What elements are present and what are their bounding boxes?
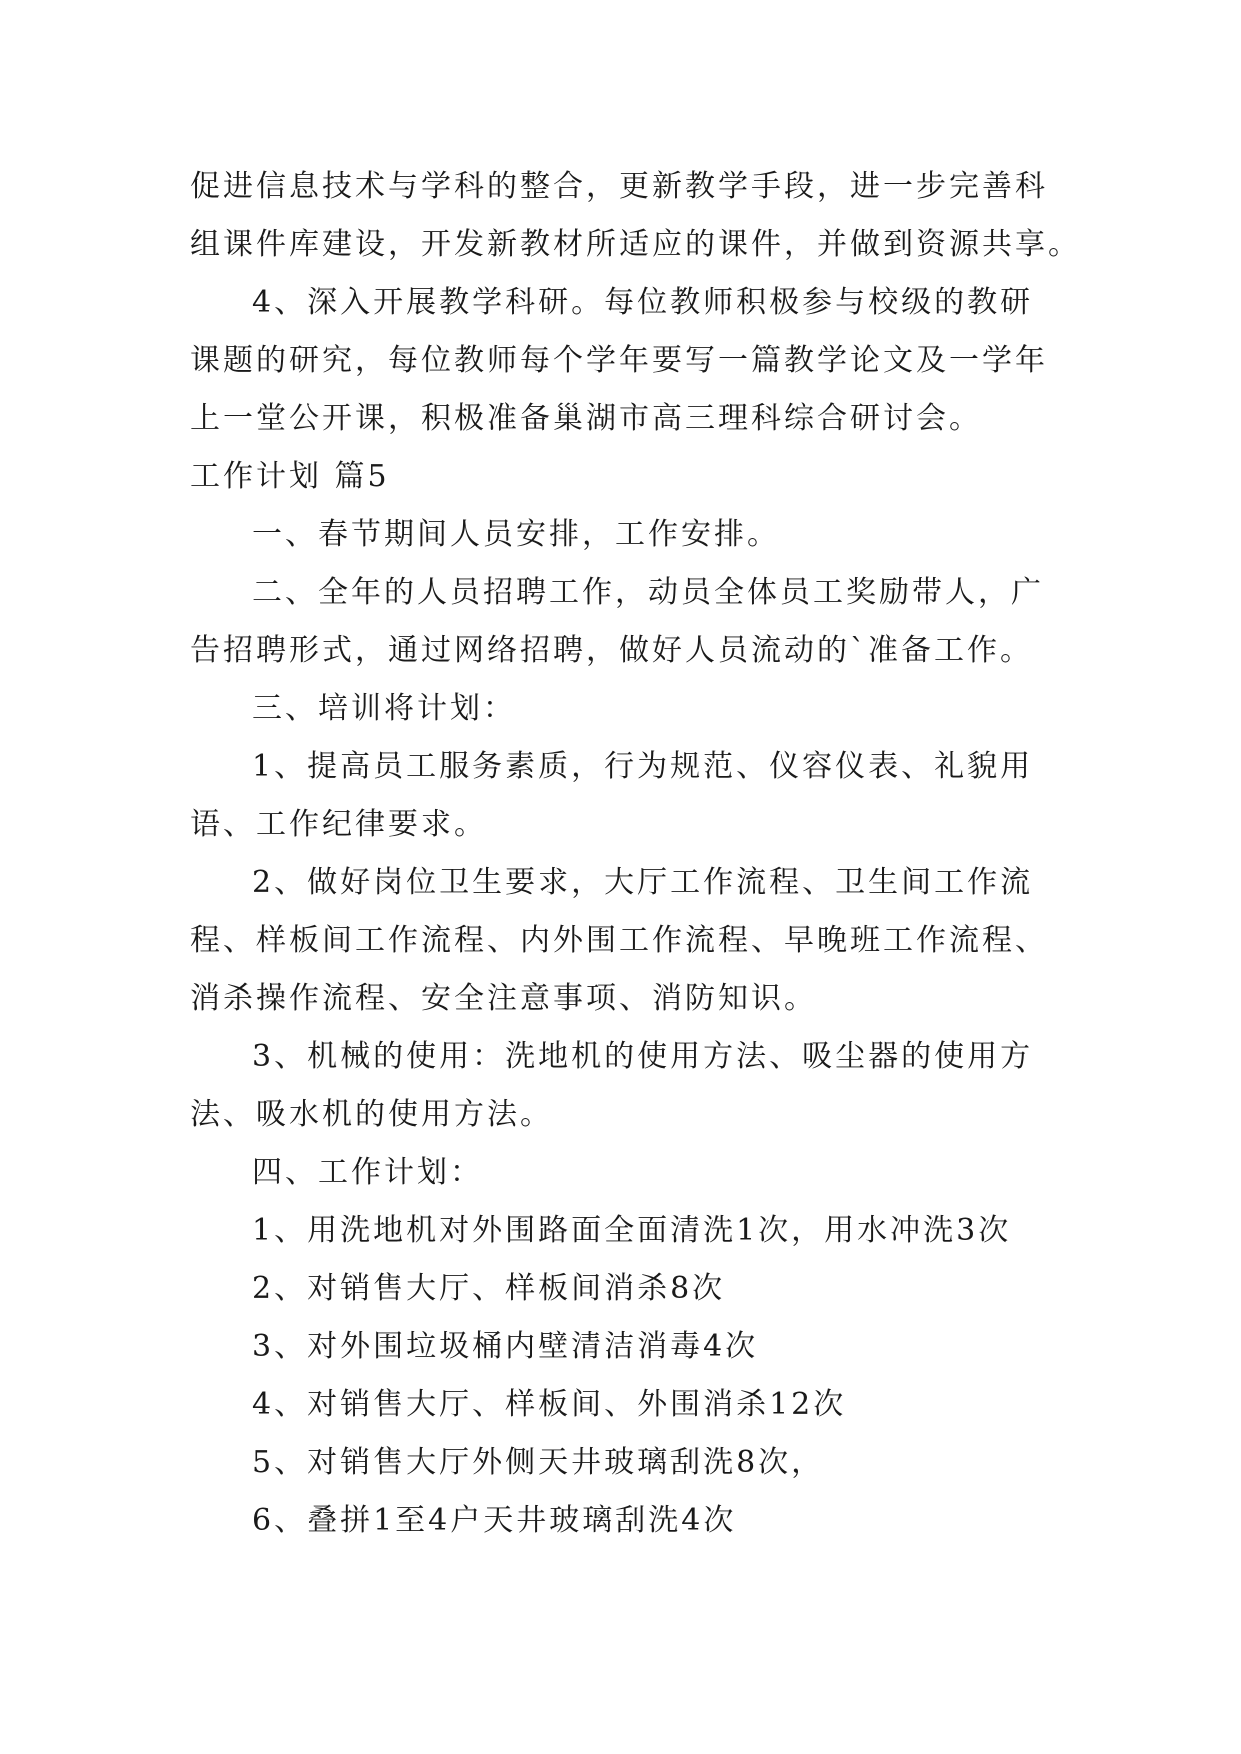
paragraph-line: 法、吸水机的使用方法。 bbox=[190, 1097, 553, 1132]
paragraph-line: 1、提高员工服务素质，行为规范、仪容仪表、礼貌用 bbox=[252, 749, 1034, 784]
paragraph-line: 四、工作计划： bbox=[252, 1155, 483, 1190]
paragraph-line: 消杀操作流程、安全注意事项、消防知识。 bbox=[190, 981, 817, 1016]
paragraph-line: 课题的研究，每位教师每个学年要写一篇教学论文及一学年 bbox=[190, 343, 1048, 378]
list-item: 2、对销售大厅、样板间消杀8次 bbox=[252, 1271, 726, 1306]
paragraph-line: 语、工作纪律要求。 bbox=[190, 807, 487, 842]
paragraph-line: 3、机械的使用：洗地机的使用方法、吸尘器的使用方 bbox=[252, 1039, 1034, 1074]
paragraph-line: 上一堂公开课，积极准备巢湖市高三理科综合研讨会。 bbox=[190, 401, 982, 436]
document-body bbox=[190, 158, 1081, 1550]
list-item: 3、对外围垃圾桶内壁清洁消毒4次 bbox=[252, 1329, 759, 1364]
paragraph-line: 告招聘形式，通过网络招聘，做好人员流动的`准备工作。 bbox=[190, 633, 1033, 668]
section-heading: 工作计划 篇5 bbox=[190, 459, 390, 494]
paragraph-line: 一、春节期间人员安排，工作安排。 bbox=[252, 517, 780, 552]
list-item: 1、用洗地机对外围路面全面清洗1次，用水冲洗3次 bbox=[252, 1213, 1012, 1248]
paragraph-line: 促进信息技术与学科的整合，更新教学手段，进一步完善科 bbox=[190, 169, 1048, 204]
list-item: 6、叠拼1至4户天井玻璃刮洗4次 bbox=[252, 1503, 737, 1538]
list-item: 4、对销售大厅、样板间、外围消杀12次 bbox=[252, 1387, 847, 1422]
paragraph-line: 4、深入开展教学科研。每位教师积极参与校级的教研 bbox=[252, 285, 1034, 320]
list-item: 5、对销售大厅外侧天井玻璃刮洗8次， bbox=[252, 1445, 825, 1480]
paragraph-line: 组课件库建设，开发新教材所适应的课件，并做到资源共享。 bbox=[190, 227, 1081, 262]
paragraph-line: 二、全年的人员招聘工作，动员全体员工奖励带人，广 bbox=[252, 575, 1044, 610]
paragraph-line: 程、样板间工作流程、内外围工作流程、早晚班工作流程、 bbox=[190, 923, 1048, 958]
paragraph-line: 三、培训将计划： bbox=[252, 691, 516, 726]
paragraph-line: 2、做好岗位卫生要求，大厅工作流程、卫生间工作流 bbox=[252, 865, 1034, 900]
